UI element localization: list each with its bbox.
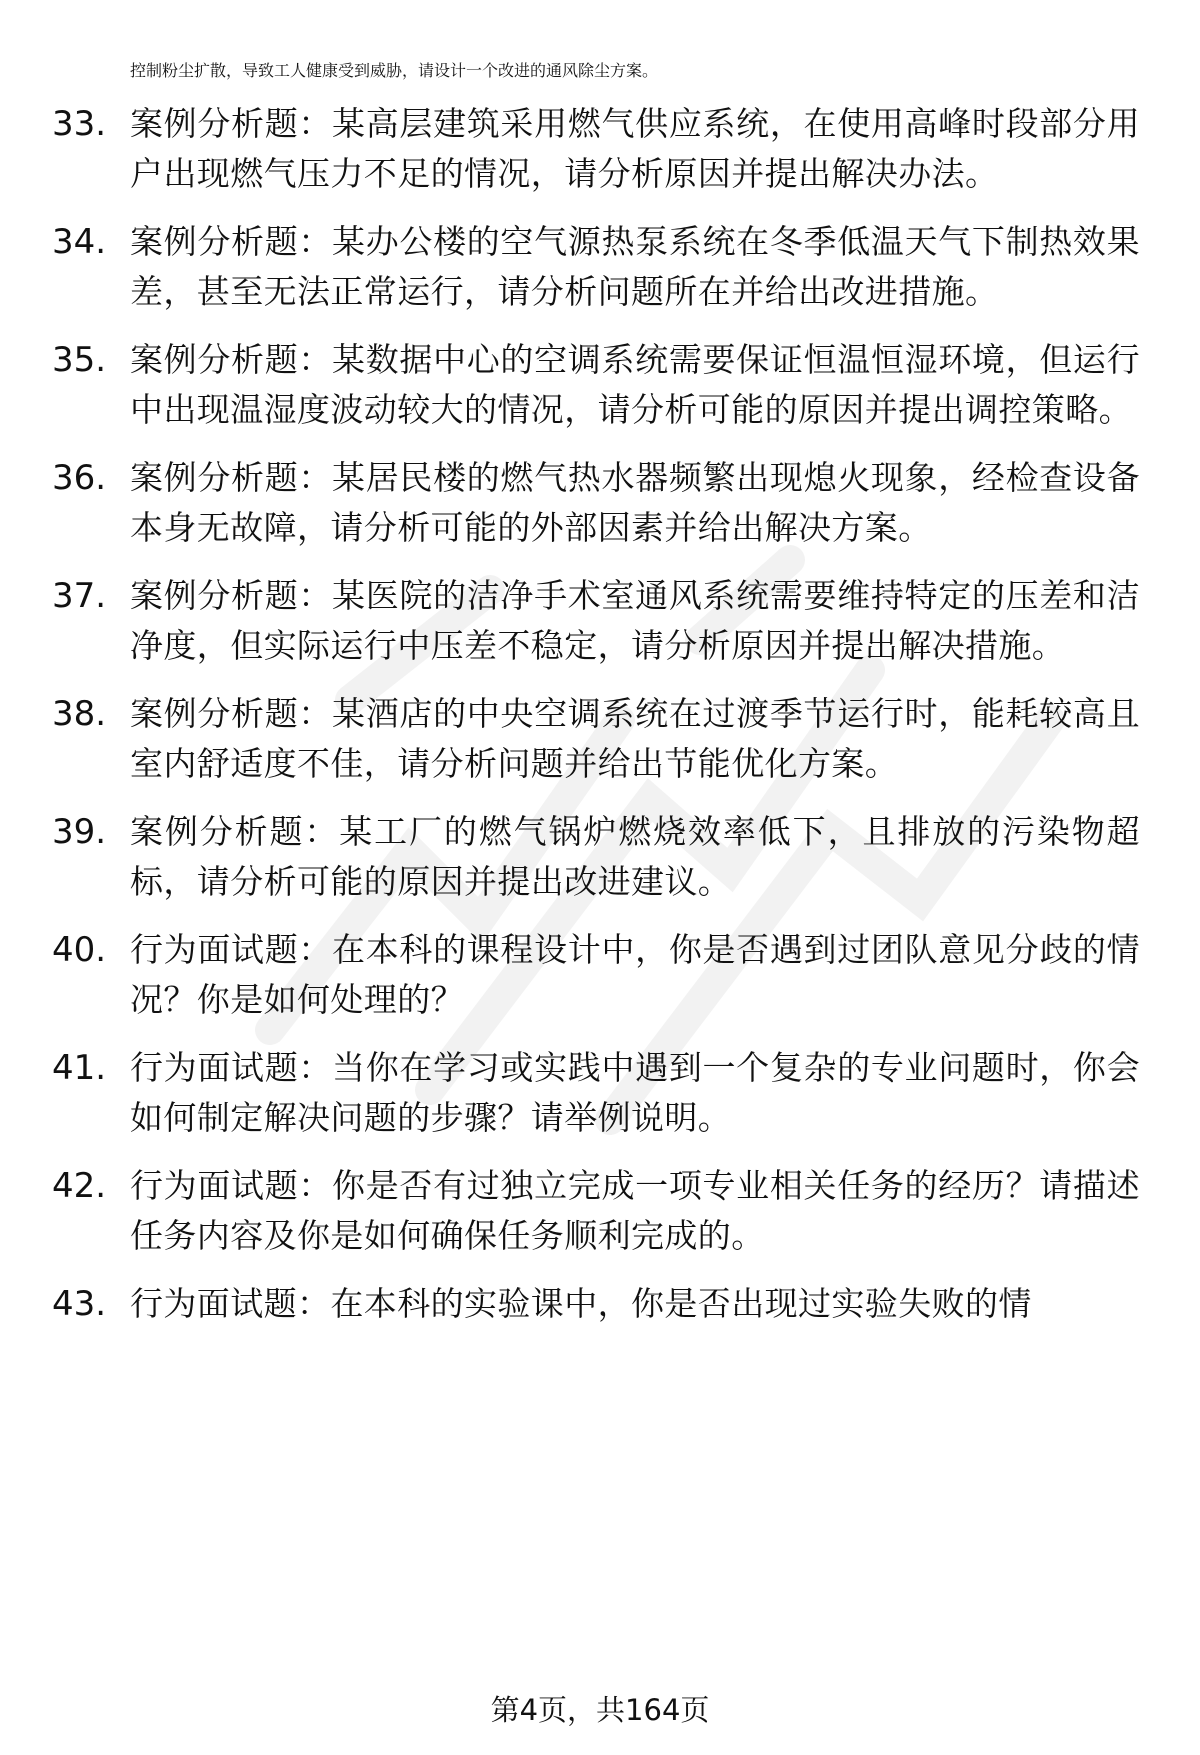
question-number: 38. bbox=[52, 694, 107, 734]
question-text: 案例分析题：某酒店的中央空调系统在过渡季节运行时，能耗较高且室内舒适度不佳，请分析问题并给出节能优化方案。 bbox=[130, 694, 1140, 783]
question-text: 案例分析题：某医院的洁净手术室通风系统需要维持特定的压差和洁净度，但实际运行中压差不稳定，请分析原因并提出解决措施。 bbox=[130, 576, 1140, 665]
question-number: 39. bbox=[52, 812, 107, 852]
question-text: 行为面试题：在本科的课程设计中，你是否遇到过团队意见分歧的情况？你是如何处理的？ bbox=[130, 930, 1140, 1019]
question-item bbox=[52, 689, 1142, 789]
question-item bbox=[52, 1043, 1142, 1143]
continued-question-text: 控制粉尘扩散，导致工人健康受到威胁，请设计一个改进的通风除尘方案。 bbox=[130, 61, 659, 80]
question-item bbox=[52, 807, 1142, 907]
question-number: 35. bbox=[52, 340, 107, 380]
question-number: 43. bbox=[52, 1284, 107, 1324]
question-text: 案例分析题：某工厂的燃气锅炉燃烧效率低下，且排放的污染物超标，请分析可能的原因并提出改进建议。 bbox=[130, 812, 1140, 901]
question-number: 34. bbox=[52, 222, 107, 262]
question-text: 行为面试题：在本科的实验课中，你是否出现过实验失败的情 bbox=[130, 1284, 1032, 1323]
question-number: 37. bbox=[52, 576, 107, 616]
question-item bbox=[52, 1279, 1142, 1329]
question-text: 案例分析题：某高层建筑采用燃气供应系统，在使用高峰时段部分用户出现燃气压力不足的情况，请分析原因并提出解决办法。 bbox=[130, 104, 1140, 193]
question-text: 案例分析题：某办公楼的空气源热泵系统在冬季低温天气下制热效果差，甚至无法正常运行，请分析问题所在并给出改进措施。 bbox=[130, 222, 1140, 311]
question-text: 案例分析题：某居民楼的燃气热水器频繁出现熄火现象，经检查设备本身无故障，请分析可能的外部因素并给出解决方案。 bbox=[130, 458, 1140, 547]
question-number: 33. bbox=[52, 104, 107, 144]
question-number: 41. bbox=[52, 1048, 107, 1088]
question-list bbox=[52, 58, 1142, 1347]
question-item bbox=[52, 217, 1142, 317]
question-number: 36. bbox=[52, 458, 107, 498]
question-number: 42. bbox=[52, 1166, 107, 1206]
question-item bbox=[52, 453, 1142, 553]
question-item bbox=[52, 99, 1142, 199]
question-item bbox=[52, 335, 1142, 435]
question-item bbox=[52, 925, 1142, 1025]
question-item bbox=[52, 571, 1142, 671]
question-number: 40. bbox=[52, 930, 107, 970]
question-text: 行为面试题：当你在学习或实践中遇到一个复杂的专业问题时，你会如何制定解决问题的步骤？请举例说明。 bbox=[130, 1048, 1140, 1137]
question-text: 行为面试题：你是否有过独立完成一项专业相关任务的经历？请描述任务内容及你是如何确保任务顺利完成的。 bbox=[130, 1166, 1140, 1255]
question-item bbox=[52, 1161, 1142, 1261]
question-text: 案例分析题：某数据中心的空调系统需要保证恒温恒湿环境，但运行中出现温湿度波动较大的情况，请分析可能的原因并提出调控策略。 bbox=[130, 340, 1140, 429]
page-footer: 第4页，共164页 bbox=[490, 1693, 710, 1727]
